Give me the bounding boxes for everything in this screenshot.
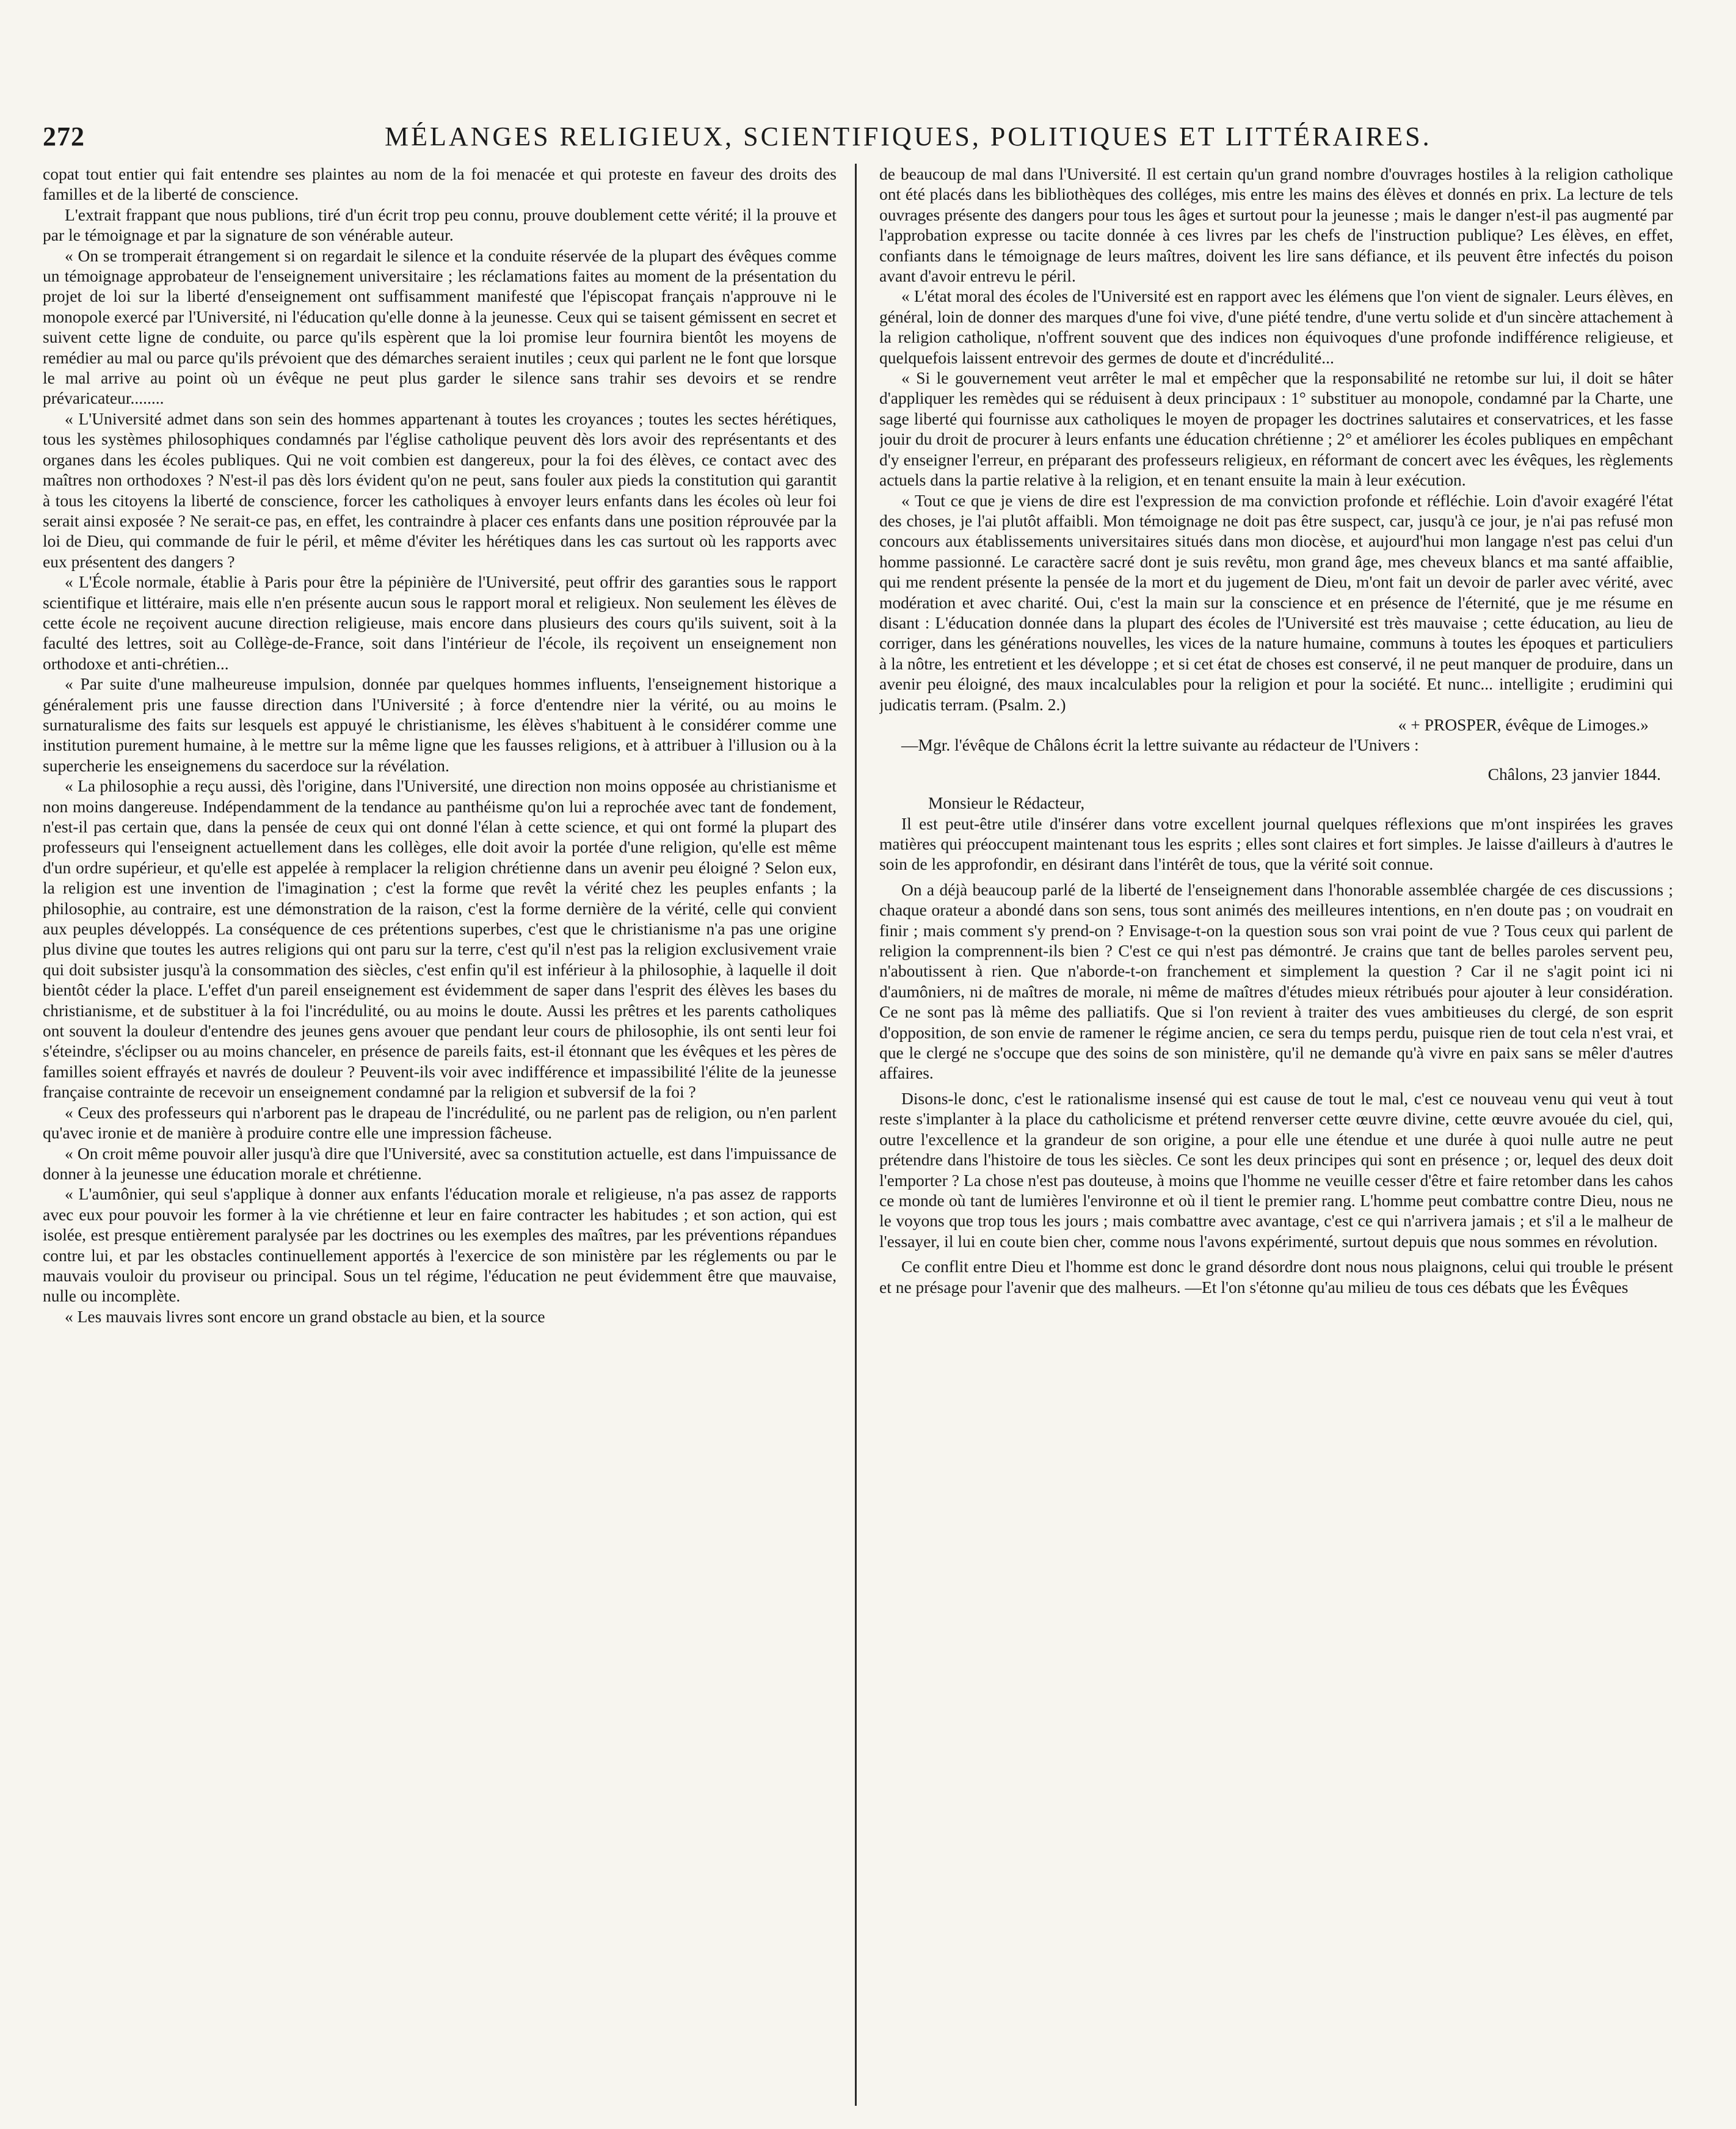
paragraph: « Par suite d'une malheureuse impulsion, donnée par quelques hommes influents, l'enseignement historique a généralement pris une fausse direction dans l'Université ; à force d'entendre nier la vérité, ou au moins le surnaturalisme des faits sur lesquels est appuyé le christianisme, les élèves s'habituent à le considérer comme une institution purement humaine, à le mettre sur la même ligne que les fausses religions, et à attribuer à l'illusion ou à la supercherie les enseignemens du sacerdoce sur la révélation.: [43, 674, 837, 775]
paragraph: « Tout ce que je viens de dire est l'expression de ma conviction profonde et réfléchie. Loin d'avoir exagéré l'état des choses, je l'ai plutôt affaibli. Mon témoignage ne doit pas être suspect, car, jusqu'à ce jour, je n'ai pas refusé mon concours aux établissements universitaires situés dans mon diocèse, et aujourd'hui mon langage n'est pas celui d'un homme passionné. Le caractère sacré dont je suis revêtu, mon grand âge, mes cheveux blancs et ma santé affaiblie, qui me rendent présente la pensée de la mort et du jugement de Dieu, m'ont fait un devoir de parler avec vérité, avec modération et avec charité. Oui, c'est la main sur la conscience et en présence de l'éternité, que je me résume en disant : L'éducation donnée dans la plupart des écoles de l'Université est très mauvaise ; cette éducation, au lieu de corriger, dans les générations nouvelles, les vices de la nature humaine, communs à toutes les époques et particuliers à la nôtre, les entretient et les développe ; et si cet état de choses est conservé, il ne peut manquer de produire, dans un avenir peu éloigné, des maux incalculables pour la religion et pour la société. Et nunc... intelligite ; erudimini qui judicatis terram. (Psalm. 2.): [879, 490, 1673, 714]
paragraph: « Ceux des professeurs qui n'arborent pas le drapeau de l'incrédulité, ou ne parlent pas de religion, ou n'en parlent qu'avec ironie et de manière à produire contre elle une impression fâcheuse.: [43, 1102, 837, 1143]
paragraph: « L'état moral des écoles de l'Université est en rapport avec les élémens que l'on vient de signaler. Leurs élèves, en général, loin de donner des marques d'une foi vive, d'une piété tendre, d'une vertu solide et d'un sincère attachement à la religion catholique, n'offrent souvent que des indices non équivoques d'une profonde indifférence religieuse, et quelquefois laissent entrevoir des germes de doute et d'incrédulité...: [879, 286, 1673, 367]
paragraph: « L'aumônier, qui seul s'applique à donner aux enfants l'éducation morale et religieuse, n'a pas assez de rapports avec eux pour pouvoir les former à la vie chrétienne et leur en faire contracter les habitudes ; et son action, qui est isolée, est presque entièrement paralysée par les doctrines ou les exemples des maîtres, par les préventions répandues contre lui, et par les obstacles continuellement apportés à l'exercice de son ministère par les réglements ou par le mauvais vouloir du proviseur ou principal. Sous un tel régime, l'éducation ne peut évidemment être que mauvaise, nulle ou incomplète.: [43, 1184, 837, 1306]
dateline: Châlons, 23 janvier 1844.: [1487, 764, 1661, 784]
paragraph: On a déjà beaucoup parlé de la liberté de l'enseignement dans l'honorable assemblée chargée de ces discussions ; chaque orateur a abondé dans son sens, tous sont animés des meilleures intentions, en n'en doute pas ; on voudrait en finir ; mais comment s'y prend-on ? Envisage-t-on la question sous son vrai point de vue ? Tous ceux qui parlent de religion la comprennent-ils bien ? C'est ce qui n'est pas démontré. Je crains que tant de belles paroles servent peu, n'aboutissent à rien. Que n'aborde-t-on franchement et simplement la question ? Car il ne s'agit point ici ni d'aumôniers, ni de maîtres de morale, ni même de maîtres d'études mieux rétribués pour ajouter à leur considération. Ce ne sont pas là même des palliatifs. Que si l'on revient à traiter des vues ambitieuses du clergé, de son esprit d'opposition, de son envie de ramener le régime ancien, ce sera du temps perdu, puisque rien de tout cela n'est vrai, et que le clergé ne s'occupe que des soins de son ministère, qu'il ne demande qu'à vivre en paix sans se mêler d'autres affaires.: [879, 879, 1673, 1083]
paragraph: « L'Université admet dans son sein des hommes appartenant à toutes les croyances ; toutes les sectes hérétiques, tous les systèmes philosophiques condamnés par l'église catholique peuvent dès lors avoir des représentants et des organes dans les écoles publiques. Qui ne voit combien est dangereux, pour la foi des élèves, ce contact avec des maîtres non orthodoxes ? N'est-il pas dès lors évident qu'on ne peut, sans fouler aux pieds la constitution qui garantit à tous les citoyens la liberté de conscience, forcer les catholiques à envoyer leurs enfants dans les écoles où leur foi serait ainsi exposée ? Ne serait-ce pas, en effet, les contraindre à placer ces enfants dans une position réprouvée par la loi de Dieu, qui commande de fuir le péril, et même d'éviter les hérétiques dans les cas surtout où les rapports avec eux présentent des dangers ?: [43, 409, 837, 571]
running-title: MÉLANGES RELIGIEUX, SCIENTIFIQUES, POLITIQUES ET LITTÉRAIRES.: [385, 122, 1432, 151]
paragraph: « On se tromperait étrangement si on regardait le silence et la conduite réservée de la plupart des évêques comme un témoignage approbateur de l'enseignement universitaire ; les réclamations faites au moment de la présentation du projet de loi sur la liberté d'enseignement ont suffisamment manifesté que l'épiscopat français n'approuve ni le monopole exercé par l'Université, ni l'éducation qu'elle donne à la jeunesse. Ceux qui se taisent gémissent en secret et suivent cette ligne de conduite, ou parce qu'ils espèrent que la loi promise leur fournira bientôt les moyens de remédier au mal ou parce qu'ils prévoient que des démarches seraient inutiles ; ceux qui parlent ne le font que lorsque le mal arrive au point où un évêque ne peut plus garder le silence sans trahir ses devoirs et se rendre prévaricateur........: [43, 246, 837, 408]
paragraph: —Mgr. l'évêque de Châlons écrit la lettre suivante au rédacteur de l'Univers :: [901, 735, 1419, 755]
paragraph: Disons-le donc, c'est le rationalisme insensé qui est cause de tout le mal, c'est ce nouveau venu qui veut à tout reste s'implanter à la place du catholicisme et prétend renverser cette œuvre divine, cette œuvre avouée du ciel, qui, outre l'excellence et la grandeur de son origine, a pour elle une étendue et une durée à quoi nulle autre ne peut prétendre dans l'histoire de tous les siècles. Ce sont les deux principes qui sont en présence ; or, lequel des deux doit l'emporter ? La chose n'est pas douteuse, à moins que l'homme ne veuille cesser d'être et faire retomber dans les cahos ce monde où tant de lumières l'environne et où il tient le premier rang. L'homme peut combattre contre Dieu, nous ne le voyons que trop tous les jours ; mais combattre avec avantage, c'est ce qui n'arrivera jamais ; et s'il a le malheur de l'essayer, il lui en coute bien cher, comme nous l'avons expérimenté, surtout depuis que nous sommes en révolution.: [879, 1088, 1673, 1251]
paragraph: « On croit même pouvoir aller jusqu'à dire que l'Université, avec sa constitution actuelle, est dans l'impuissance de donner à la jeunesse une éducation morale et chrétienne.: [43, 1143, 837, 1183]
paragraph: L'extrait frappant que nous publions, tiré d'un écrit trop peu connu, prouve doublement cette vérité; il la prouve et par le témoignage et par la signature de son vénérable auteur.: [43, 205, 837, 245]
page-header: [43, 116, 1679, 165]
paragraph: copat tout entier qui fait entendre ses plaintes au nom de la foi menacée et qui proteste en faveur des droits des familles et de la liberté de conscience.: [43, 164, 837, 204]
paragraph: « L'École normale, établie à Paris pour être la pépinière de l'Université, peut offrir des garanties sous le rapport scientifique et littéraire, mais elle n'en présente aucun sous le rapport moral et religieux. Non seulement les élèves de cette école ne reçoivent aucune direction religieuse, mais encore dans plusieurs des cours qu'ils suivent, soit à la faculté des lettres, soit au Collège-de-France, soit dans l'intérieur de l'école, ils reçoivent un enseignement non orthodoxe et anti-chrétien...: [43, 572, 837, 673]
right-column: [879, 164, 1673, 2112]
paragraph: « Les mauvais livres sont encore un grand obstacle au bien, et la source: [65, 1306, 545, 1326]
paragraph: Il est peut-être utile d'insérer dans votre excellent journal quelques réflexions que m'ont inspirées les graves matières qui préoccupent maintenant tous les esprits ; elles sont claires et fort simples. Je laisse d'ailleurs à d'autres le soin de les approfondir, en désirant dans l'intérêt de tous, que la vérité soit connue.: [879, 813, 1673, 874]
left-column: [43, 164, 837, 2112]
paragraph: « Si le gouvernement veut arrêter le mal et empêcher que la responsabilité ne retombe sur lui, il doit se hâter d'appliquer les remèdes qui se réduisent à deux principaux : 1° substituer au monopole, condamné par la Charte, une sage liberté qui fournisse aux catholiques le moyen de propager les doctrines salutaires et conservatrices, et les fasse jouir du droit de procurer à leurs enfants une éducation chrétienne ; 2° et améliorer les écoles publiques en empêchant d'y enseigner l'erreur, en préparant des professeurs religieux, en réformant de concert avec les évêques, les règlements actuels dans la partie relative à la religion, et en tenant ensuite la main à leur exécution.: [879, 368, 1673, 490]
signature-line: « + PROSPER, évêque de Limoges.»: [1398, 715, 1649, 734]
page-number: 272: [43, 122, 85, 151]
paragraph: « La philosophie a reçu aussi, dès l'origine, dans l'Université, une direction non moins opposée au christianisme et non moins dangereuse. Indépendamment de la tendance au panthéisme qu'on lui a reprochée avec tant de fondement, n'est-il pas certain que, dans la pensée de ceux qui ont donné l'élan à cette science, et qui ont formé la plupart des professeurs qui l'enseignent actuellement dans les collèges, elle doit avoir la portée d'une religion, qu'elle est même d'un ordre supérieur, et qu'elle est appelée à remplacer la religion chrétienne dans un avenir peu éloigné ? Selon eux, la religion est une invention de l'imagination ; c'est la forme que revêt la vérité chez les peuples enfants ; la philosophie, au contraire, est une démonstration de la raison, c'est la forme dernière de la vérité, celle qui convient aux peuples développés. La conséquence de ces prétentions superbes, c'est que le christianisme n'a pas une origine plus divine que toutes les autres religions qui ont paru sur la terre, c'est qu'il n'est pas la religion exclusivement vraie qui doit subsister jusqu'à la consommation des siècles, c'est enfin qu'il est inférieur à la philosophie, à laquelle il doit bientôt céder la place. L'effet d'un pareil enseignement est évidemment de saper dans l'esprit des élèves les bases du christianisme, et de substituer à la foi l'incrédulité, ou au moins le doute. Aussi les prêtres et les parents catholiques ont souvent la douleur d'entendre des jeunes gens avouer que pendant leur cours de philosophie, ils ont senti leur foi s'éteindre, s'éclipser ou au moins chanceler, en présence de pareils faits, est-il étonnant que les évêques et les pères de familles soient effrayés et navrés de douleur ? Peuvent-ils voir avec indifférence et impassibilité l'élite de la jeunesse française contrainte de recevoir un enseignement condamné par la religion et subversif de la foi ?: [43, 776, 837, 1102]
paragraph: de beaucoup de mal dans l'Université. Il est certain qu'un grand nombre d'ouvrages hostiles à la religion catholique ont été placés dans les bibliothèques des colléges, mis entre les mains des élèves et donnés en prix. La lecture de tels ouvrages présente des dangers pour tous les âges et surtout pour la jeunesse ; mais le danger n'est-il pas augmenté par l'approbation expresse ou tacite donnée à ces livres par les chefs de l'instruction publique? Les élèves, en effet, confiants dans le témoignage de leurs maîtres, doivent les lire sans défiance, et ils peuvent être infectés du poison avant d'avoir entrevu le péril.: [879, 164, 1673, 286]
column-divider: [855, 164, 857, 2106]
salutation: Monsieur le Rédacteur,: [928, 793, 1085, 813]
paragraph: Ce conflit entre Dieu et l'homme est donc le grand désordre dont nous nous plaignons, celui qui trouble le présent et ne présage pour l'avenir que des malheurs. —Et l'on s'étonne qu'au milieu de tous ces débats que les Évêques: [879, 1257, 1673, 1297]
